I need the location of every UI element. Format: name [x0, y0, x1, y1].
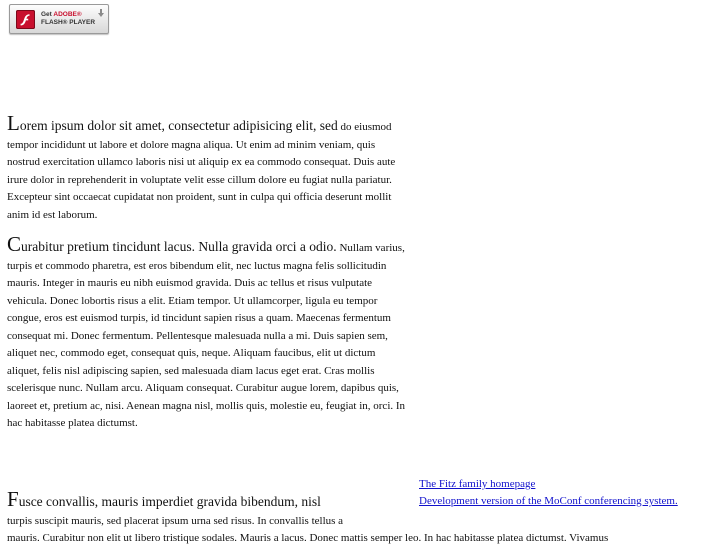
paragraph-2-body: Nullam varius, turpis et commodo pharetra, est eros bibendum elit, nec luctus magna felis sollicitudin mauris. Integer in mauris eu nibh euismod gravida. Duis ac tellus et risus vulputate vehicula. Donec lobortis risus a elit. Etiam tempor. Ut ullamcorper, ligula eu tempor congue, eros est euismod turpis, id tincidunt sapien risus a quam. Maecenas fermentum consequat mi. Donec fermentum. Pellentesque malesuada nulla a mi. Duis sapien sem, aliquet nec, commodo eget, consequat quis, neque. Aliquam faucibus, elit ut dictum aliquet, felis nisl adipiscing sapien, sed malesuada diam lacus eget erat. Cras mollis scelerisque nunc. Nullam arcu. Aliquam consequat. Curabitur augue lorem, dapibus quis, laoreet et, pretium ac, nisi. Aenean magna nisl, mollis quis, molestie eu, feugiat in, orci. In hac habitasse platea dictumst.	[7, 242, 406, 429]
flash-badge-adobe: ADOBE®	[53, 11, 82, 18]
flash-badge-get: Get	[41, 11, 54, 18]
paragraph-3-body-line-1: turpis suscipit mauris, sed placerat ipsum urna sed risus. In convallis tellus a	[7, 514, 344, 527]
main-content	[7, 111, 407, 447]
paragraph-3-body-line-2: mauris. Curabitur non elit ut libero tristique sodales. Mauris a lacus. Donec mattis semper leo. In hac habitasse platea dictumst. Vivamus	[7, 532, 609, 544]
flash-badge-text	[41, 11, 95, 27]
get-flash-player-badge[interactable]	[9, 4, 109, 34]
links-list	[419, 476, 678, 510]
paragraph-1	[7, 111, 407, 224]
paragraph-1-dropcap: L	[7, 111, 20, 135]
moconf-development-link[interactable]: Development version of the MoConf conferencing system.	[419, 495, 678, 507]
flash-badge-player: FLASH® PLAYER	[41, 19, 96, 26]
paragraph-2	[7, 232, 407, 433]
fitz-family-homepage-link[interactable]: The Fitz family homepage	[419, 478, 536, 490]
paragraph-1-body: do eiusmod tempor incididunt ut labore et dolore magna aliqua. Ut enim ad minim veniam, quis nostrud exercitation ullamco laboris nisi ut aliquip ex ea commodo consequat. Duis aute irure dolor in reprehenderit in voluptate velit esse cillum dolore eu fugiat nulla pariatur. Excepteur sint occaecat cupidatat non proident, sunt in culpa qui officia deserunt mollit anim id est laborum.	[7, 121, 396, 221]
paragraph-2-dropcap: C	[7, 232, 22, 256]
paragraph-3-lead: usce convallis, mauris imperdiet gravida bibendum, nisl	[18, 494, 321, 509]
download-arrow-icon	[98, 9, 104, 17]
flash-logo-icon	[16, 10, 35, 29]
paragraph-3-dropcap: F	[7, 487, 19, 511]
paragraph-1-lead: orem ipsum dolor sit amet, consectetur adipisicing elit, sed	[19, 118, 338, 133]
paragraph-2-lead: urabitur pretium tincidunt lacus. Nulla gravida orci a odio.	[21, 239, 337, 254]
